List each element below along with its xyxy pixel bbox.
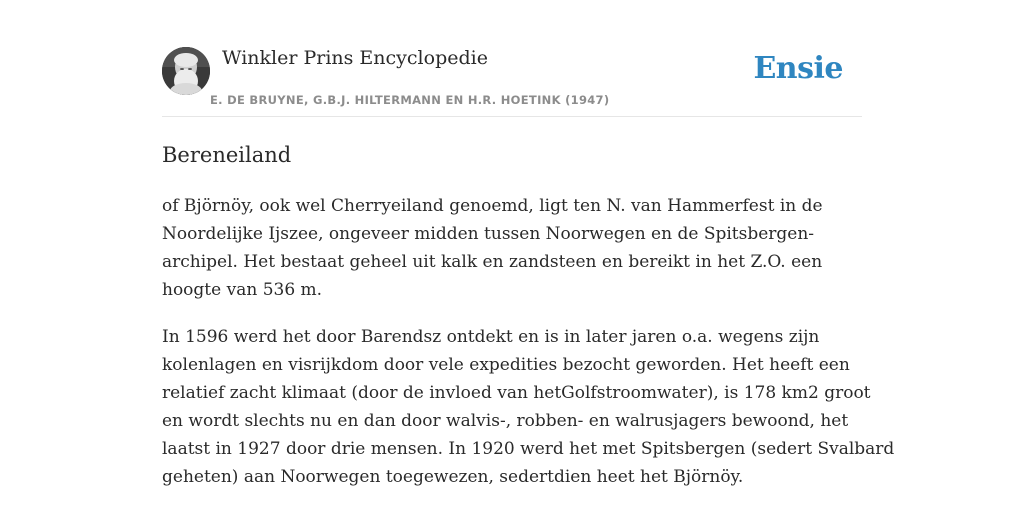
article-title: Bereneiland (162, 143, 292, 167)
author-portrait-image (162, 47, 210, 95)
text-line: kolenlagen en visrijkdom door vele expedities bezocht geworden. Het heeft een (162, 355, 850, 375)
author-avatar (162, 47, 210, 95)
text-line: Noordelijke Ijszee, ongeveer midden tussen Noorwegen en de Spitsbergen- (162, 224, 815, 244)
authors-line: E. DE BRUYNE, G.B.J. HILTERMANN EN H.R. HOETINK (1947) (210, 93, 610, 107)
text-line: of Björnöy, ook wel Cherryeiland genoemd, ligt ten N. van Hammerfest in de (162, 196, 823, 216)
publication-title[interactable]: Winkler Prins Encyclopedie (222, 47, 488, 69)
header (162, 46, 862, 117)
text-line: In 1596 werd het door Barendsz ontdekt en is in later jaren o.a. wegens zijn (162, 327, 820, 347)
article-body (162, 192, 895, 510)
paragraph (162, 323, 895, 491)
text-line: geheten) aan Noorwegen toegewezen, sedertdien heet het Björnöy. (162, 467, 744, 487)
text-line: laatst in 1927 door drie mensen. In 1920 werd het met Spitsbergen (sedert Svalbard (162, 439, 895, 459)
text-line: relatief zacht klimaat (door de invloed van hetGolfstroomwater), is 178 km2 groot (162, 383, 871, 403)
text-line: en wordt slechts nu en dan door walvis-, robben- en walrusjagers bewoond, het (162, 411, 849, 431)
text-line: hoogte van 536 m. (162, 280, 323, 300)
paragraph (162, 192, 867, 304)
brand-logo[interactable]: Ensie (753, 51, 843, 86)
text-line: archipel. Het bestaat geheel uit kalk en zandsteen en bereikt in het Z.O. een (162, 252, 823, 272)
